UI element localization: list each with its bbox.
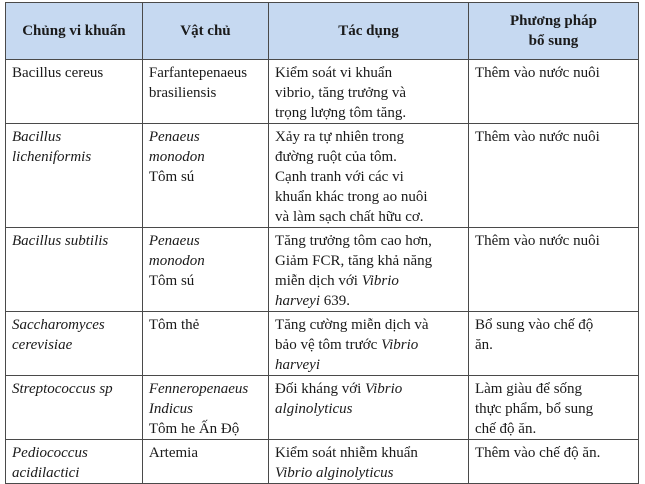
species-name: harveyi	[275, 357, 321, 373]
effect-line: Kiểm soát vi khuẩn	[275, 65, 393, 81]
cell-strain	[6, 60, 143, 124]
cell-strain	[6, 312, 143, 376]
cell-strain	[6, 440, 143, 484]
host-line: Farfantepenaeus	[148, 65, 248, 81]
header-method-line1: Phương pháp	[510, 13, 597, 29]
species-name: alginolyticus	[275, 401, 353, 417]
method-line: thực phẩm, bổ sung	[474, 401, 594, 417]
cell-strain	[6, 228, 143, 312]
strain-line: Bacillus cereus	[12, 65, 104, 81]
host-line: Tôm sú	[148, 169, 195, 185]
cell-method	[468, 60, 638, 124]
probiotic-table	[5, 2, 639, 484]
cell-host	[142, 228, 268, 312]
header-strain: Chủng vi khuẩn	[6, 3, 143, 60]
method-line: chế độ ăn.	[474, 421, 537, 437]
host-line: Indicus	[148, 401, 194, 417]
method-line: Làm giàu để sống	[474, 381, 583, 397]
table-row	[6, 376, 639, 440]
effect-line	[275, 379, 462, 399]
cell-strain	[6, 124, 143, 228]
host-line: Tôm he Ấn Độ	[148, 421, 240, 437]
header-host: Vật chủ	[142, 3, 268, 60]
host-line: Artemia	[148, 445, 199, 461]
cell-effect	[269, 376, 469, 440]
effect-text: miễn dịch với	[275, 273, 362, 289]
cell-effect	[269, 60, 469, 124]
cell-method	[468, 312, 638, 376]
method-line: Thêm vào chế độ ăn.	[474, 445, 601, 461]
species-name: harveyi	[275, 293, 321, 309]
strain-line: Streptococcus sp	[12, 381, 113, 397]
effect-line: vibrio, tăng trưởng và	[275, 85, 407, 101]
species-name: Vibrio	[365, 381, 403, 397]
effect-line: khuẩn khác trong ao nuôi	[275, 189, 428, 205]
cell-host	[142, 124, 268, 228]
header-method	[468, 3, 638, 60]
host-line: Fenneropenaeus	[148, 381, 249, 397]
cell-strain	[6, 376, 143, 440]
strain-line: licheniformis	[12, 149, 92, 165]
cell-host	[142, 60, 268, 124]
cell-host	[142, 312, 268, 376]
effect-line	[275, 291, 462, 311]
host-line: monodon	[148, 149, 205, 165]
cell-method	[468, 228, 638, 312]
host-line: monodon	[148, 253, 205, 269]
effect-line: Kiểm soát nhiễm khuẩn	[275, 445, 418, 461]
cell-method	[468, 440, 638, 484]
effect-line: Tăng cường miễn dịch và	[275, 317, 429, 333]
species-name: Vibrio alginolyticus	[275, 465, 394, 481]
method-line: Thêm vào nước nuôi	[474, 233, 600, 249]
effect-line	[275, 335, 462, 355]
header-method-line2: bổ sung	[528, 33, 579, 49]
host-line: Tôm sú	[148, 273, 195, 289]
table-row	[6, 124, 639, 228]
species-name: Vibrio	[381, 337, 419, 353]
strain-line: Bacillus subtilis	[12, 233, 109, 249]
method-line: ăn.	[474, 337, 493, 353]
effect-line: đường ruột của tôm.	[275, 149, 397, 165]
table-row	[6, 440, 639, 484]
effect-line: trọng lượng tôm tăng.	[275, 105, 407, 121]
table-row	[6, 60, 639, 124]
cell-method	[468, 376, 638, 440]
effect-line: Cạnh tranh với các vi	[275, 169, 404, 185]
effect-line: và làm sạch chất hữu cơ.	[275, 209, 424, 225]
strain-line: cerevisiae	[12, 337, 73, 353]
effect-line: Tăng trưởng tôm cao hơn,	[275, 233, 432, 249]
cell-effect	[269, 312, 469, 376]
host-line: Tôm thẻ	[148, 317, 200, 333]
method-line: Thêm vào nước nuôi	[474, 65, 600, 81]
cell-effect	[269, 228, 469, 312]
table-row	[6, 228, 639, 312]
strain-line: Saccharomyces	[12, 317, 105, 333]
effect-line	[275, 271, 462, 291]
strain-line: Pediococcus	[12, 445, 88, 461]
method-line: Thêm vào nước nuôi	[474, 129, 600, 145]
effect-text: 639.	[320, 293, 351, 309]
cell-host	[142, 440, 268, 484]
cell-effect	[269, 124, 469, 228]
cell-effect	[269, 440, 469, 484]
table-header-row	[6, 3, 639, 60]
effect-line: Xảy ra tự nhiên trong	[275, 129, 404, 145]
strain-line: acidilactici	[12, 465, 80, 481]
effect-text: bảo vệ tôm trước	[275, 337, 382, 353]
strain-line: Bacillus	[12, 129, 62, 145]
cell-host	[142, 376, 268, 440]
table-row	[6, 312, 639, 376]
effect-text: Đối kháng với	[275, 381, 366, 397]
effect-line: Giảm FCR, tăng khả năng	[275, 253, 433, 269]
cell-method	[468, 124, 638, 228]
species-name: Vibrio	[361, 273, 399, 289]
host-line: brasiliensis	[148, 85, 217, 101]
host-line: Penaeus	[148, 129, 200, 145]
host-line: Penaeus	[148, 233, 200, 249]
header-effect: Tác dụng	[269, 3, 469, 60]
method-line: Bổ sung vào chế độ	[474, 317, 594, 333]
